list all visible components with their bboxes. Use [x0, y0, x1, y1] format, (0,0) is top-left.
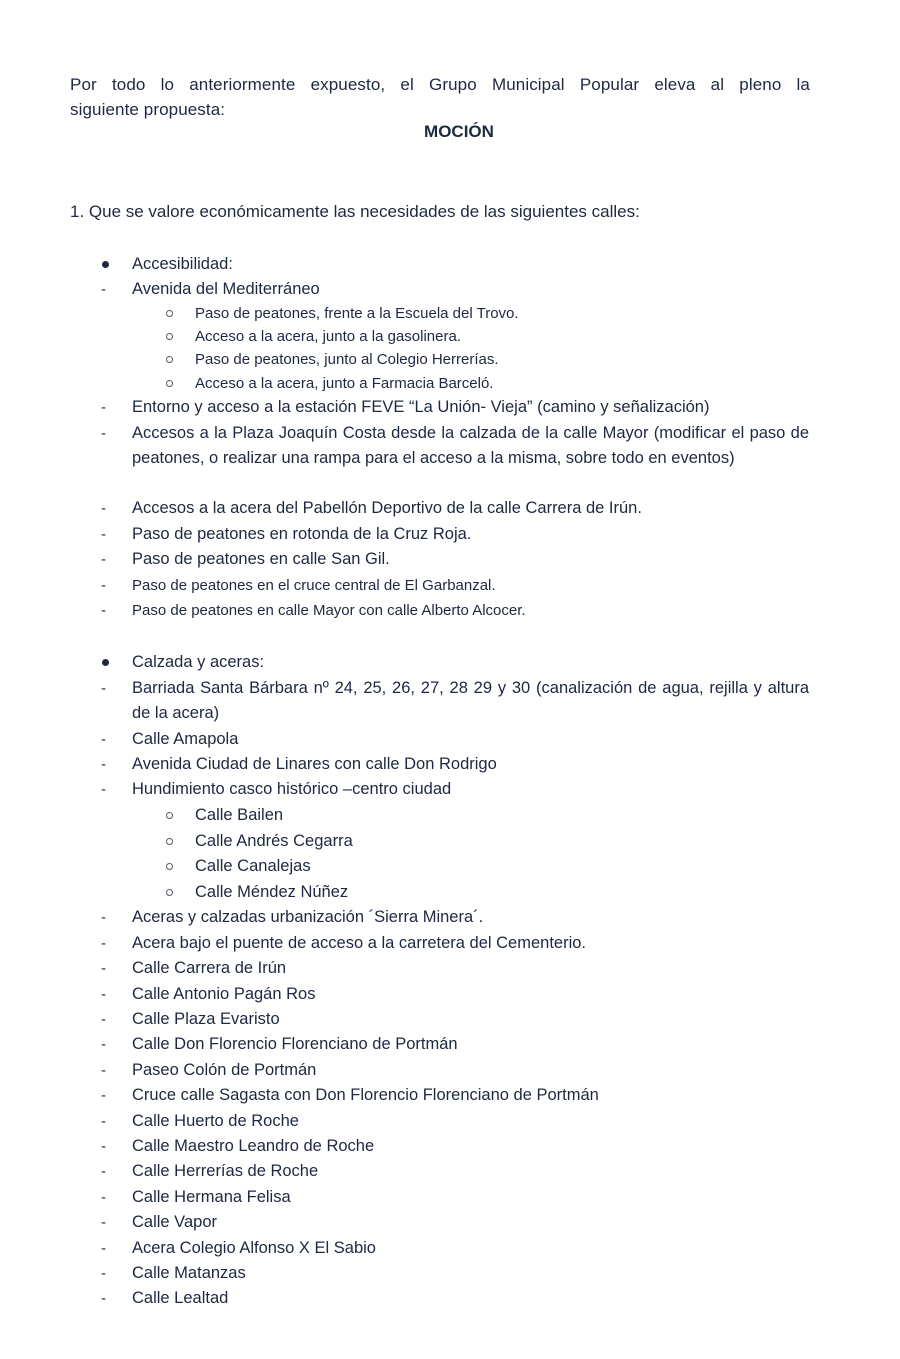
- list-item-text: Calle Lealtad: [132, 1289, 229, 1307]
- list-item-text: Accesos a la Plaza Joaquín Costa desde la calzada de la calle Mayor (modificar el paso de peatones, o realizar una rampa para el acceso a la misma, sobre todo en eventos): [132, 424, 809, 467]
- list-item-text: Calle Herrerías de Roche: [132, 1162, 319, 1180]
- sub-list-item-text: Paso de peatones, frente a la Escuela del Trovo.: [195, 305, 519, 322]
- dash-icon: -: [101, 399, 106, 416]
- circle-bullet-icon: [166, 812, 173, 819]
- dash-icon: -: [101, 1138, 106, 1155]
- dash-icon: -: [101, 281, 106, 298]
- bullet-icon: [102, 659, 109, 666]
- list-item-text: Calle Don Florencio Florenciano de Portmán: [132, 1035, 458, 1053]
- bullet-icon: [102, 261, 109, 268]
- list-item-text: Paso de peatones en rotonda de la Cruz Roja.: [132, 525, 472, 543]
- list-item-text: Paso de peatones en el cruce central de El Garbanzal.: [132, 577, 496, 594]
- list-item-text: Calle Hermana Felisa: [132, 1188, 291, 1206]
- dash-icon: -: [101, 731, 106, 748]
- sub-list-item-text: Acceso a la acera, junto a Farmacia Barceló.: [195, 375, 494, 392]
- dash-icon: -: [101, 986, 106, 1003]
- dash-icon: -: [101, 909, 106, 926]
- list-item-text: Paso de peatones en calle San Gil.: [132, 550, 390, 568]
- intro-paragraph: [70, 72, 810, 122]
- circle-bullet-icon: [166, 838, 173, 845]
- list-item-text: Calle Huerto de Roche: [132, 1112, 299, 1130]
- list-item-text: Acera bajo el puente de acceso a la carretera del Cementerio.: [132, 934, 587, 952]
- list-item-text: Calle Antonio Pagán Ros: [132, 985, 316, 1003]
- list-item-text: Entorno y acceso a la estación FEVE “La Unión- Vieja” (camino y señalización): [132, 398, 710, 416]
- list-item-text: Accesos a la acera del Pabellón Deportivo de la calle Carrera de Irún.: [132, 499, 642, 517]
- circle-bullet-icon: [166, 889, 173, 896]
- dash-icon: -: [101, 781, 106, 798]
- dash-icon: -: [101, 602, 106, 619]
- list-item-text: Avenida Ciudad de Linares con calle Don Rodrigo: [132, 755, 497, 773]
- list-item-text: Cruce calle Sagasta con Don Florencio Florenciano de Portmán: [132, 1086, 599, 1104]
- sub-list-item-text: Paso de peatones, junto al Colegio Herrerías.: [195, 351, 499, 368]
- list-item-text: Barriada Santa Bárbara nº 24, 25, 26, 27, 28 29 y 30 (canalización de agua, rejilla y altura de la acera): [132, 679, 809, 722]
- dash-icon: -: [101, 935, 106, 952]
- list-item-text: Calle Amapola: [132, 730, 239, 748]
- dash-icon: -: [101, 551, 106, 568]
- dash-icon: -: [101, 425, 106, 442]
- list-item-text: Paso de peatones en calle Mayor con calle Alberto Alcocer.: [132, 602, 526, 619]
- section-heading-text: Accesibilidad:: [132, 255, 233, 273]
- dash-icon: -: [101, 500, 106, 517]
- circle-bullet-icon: [166, 310, 173, 317]
- sub-list-item-text: Acceso a la acera, junto a la gasolinera.: [195, 328, 461, 345]
- dash-icon: -: [101, 1036, 106, 1053]
- list-item-text: Paseo Colón de Portmán: [132, 1061, 317, 1079]
- dash-icon: -: [101, 1265, 106, 1282]
- circle-bullet-icon: [166, 356, 173, 363]
- dash-icon: -: [101, 1163, 106, 1180]
- dash-icon: -: [101, 577, 106, 594]
- dash-icon: -: [101, 680, 106, 697]
- list-item-text: Avenida del Mediterráneo: [132, 280, 320, 298]
- list-item-text: Calle Maestro Leandro de Roche: [132, 1137, 375, 1155]
- dash-icon: -: [101, 1290, 106, 1307]
- dash-icon: -: [101, 1113, 106, 1130]
- dash-icon: -: [101, 1189, 106, 1206]
- circle-bullet-icon: [166, 863, 173, 870]
- list-item-text: Calle Plaza Evaristo: [132, 1010, 280, 1028]
- intro-line-2: siguiente propuesta:: [70, 100, 226, 119]
- dash-icon: -: [101, 1062, 106, 1079]
- dash-icon: -: [101, 526, 106, 543]
- dash-icon: -: [101, 1214, 106, 1231]
- circle-bullet-icon: [166, 333, 173, 340]
- sub-list-item-text: Calle Méndez Núñez: [195, 883, 349, 901]
- sub-list-item-text: Calle Canalejas: [195, 857, 311, 875]
- circle-bullet-icon: [166, 380, 173, 387]
- dash-icon: -: [101, 1011, 106, 1028]
- section-heading-text: Calzada y aceras:: [132, 653, 265, 671]
- document-title: MOCIÓN: [424, 122, 494, 141]
- dash-icon: -: [101, 1240, 106, 1257]
- list-item-text: Calle Matanzas: [132, 1264, 246, 1282]
- point-1: 1. Que se valore económicamente las necesidades de las siguientes calles:: [70, 202, 640, 221]
- sub-list-item-text: Calle Bailen: [195, 806, 284, 824]
- dash-icon: -: [101, 960, 106, 977]
- list-item-text: Aceras y calzadas urbanización ´Sierra Minera´.: [132, 908, 484, 926]
- list-item-text: Calle Carrera de Irún: [132, 959, 287, 977]
- list-item-text: Calle Vapor: [132, 1213, 217, 1231]
- list-item-text: Acera Colegio Alfonso X El Sabio: [132, 1239, 376, 1257]
- intro-line-1: Por todo lo anteriormente expuesto, el Grupo Municipal Popular eleva al pleno la: [70, 75, 810, 94]
- list-item-text: Hundimiento casco histórico –centro ciudad: [132, 780, 452, 798]
- dash-icon: -: [101, 1087, 106, 1104]
- dash-icon: -: [101, 756, 106, 773]
- sub-list-item-text: Calle Andrés Cegarra: [195, 832, 353, 850]
